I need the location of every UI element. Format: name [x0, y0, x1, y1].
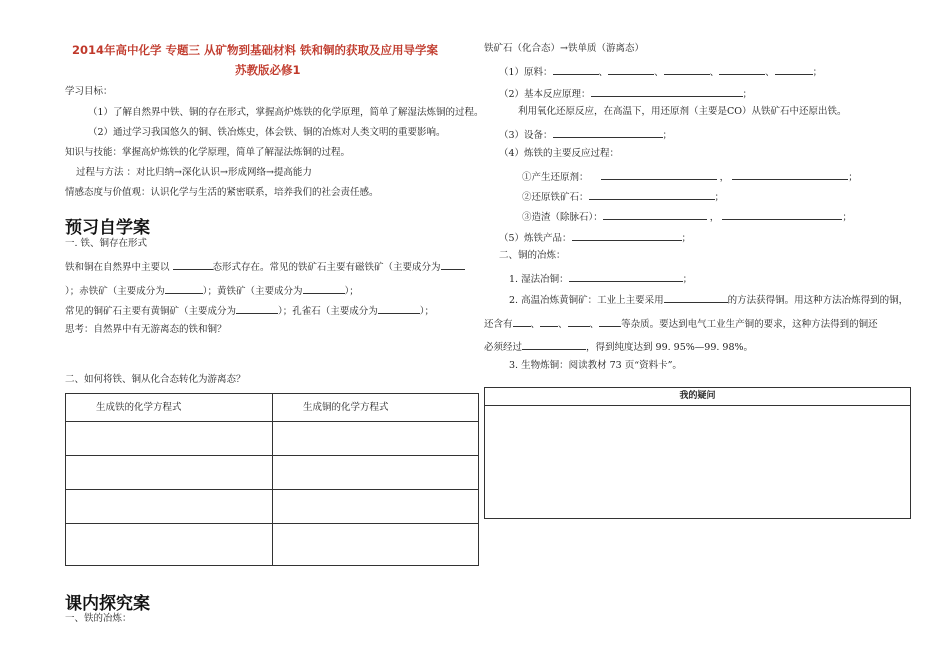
process-goal: 过程与方法 ：对比归纳→深化认识→形成网络→提高能力 — [76, 167, 312, 178]
question-box[interactable] — [484, 387, 911, 519]
blank-raw-5[interactable] — [775, 64, 813, 75]
objective-2: （2）通过学习我国悠久的铜、铁冶炼史，体会铁、铜的冶炼对人类文明的重要影响。 — [88, 127, 446, 138]
copper-heading: 二、铜的冶炼： — [499, 250, 566, 261]
iron-products: （5）炼铁产品： ； — [499, 230, 691, 245]
section-conversion: 二、如何将铁、铜从化合态转化为游离态？ — [65, 374, 246, 385]
iron-conversion-intro: 铁矿石（化合态）→铁单质（游离态） — [484, 43, 644, 54]
table-cell[interactable] — [273, 490, 479, 524]
table-cell[interactable] — [66, 524, 273, 566]
section-existence: 一. 铁、铜存在形式 — [65, 238, 148, 249]
blank-magnetite[interactable] — [441, 259, 465, 270]
blank-impurity-2[interactable] — [540, 316, 558, 327]
principle-description: 利用氧化还原反应，在高温下，用还原剂（主要是CO）从铁矿石中还原出铁。 — [518, 106, 847, 117]
blank-refining[interactable] — [522, 339, 586, 350]
table-cell[interactable] — [273, 456, 479, 490]
step-reductant: ①产生还原剂： ， ； — [522, 169, 858, 184]
section-iron-smelting: 一、铁的冶炼： — [65, 613, 132, 624]
emotion-goal: 情感态度与价值观：认识化学与生活的紧密联系，培养我们的社会责任感。 — [65, 187, 379, 198]
preview-heading: 预习自学案 — [65, 218, 150, 238]
blank-impurity-1[interactable] — [513, 316, 531, 327]
blank-step1-a[interactable] — [601, 169, 717, 180]
wet-copper: 1. 湿法冶铜： ； — [509, 271, 692, 286]
think-question: 思考：自然界中有无游离态的铁和铜？ — [65, 324, 227, 335]
blank-state[interactable] — [173, 259, 213, 270]
paragraph-existence-2: ）；赤铁矿（主要成分为 ）；黄铁矿（主要成分为 ）； — [65, 283, 359, 298]
table-header-iron: 生成铁的化学方程式 — [66, 394, 273, 422]
paragraph-existence-1: 铁和铜在自然界中主要以 态形式存在。常见的铁矿石主要有磁铁矿（主要成分为 — [65, 259, 465, 274]
blank-impurity-4[interactable] — [599, 316, 621, 327]
high-temp-smelting: 2. 高温冶炼黄铜矿：工业上主要采用 的方法获得铜。用这种方法冶炼得到的铜， — [509, 292, 908, 307]
blank-malachite[interactable] — [378, 303, 420, 314]
step-reduce-ore: ②还原铁矿石： ； — [522, 189, 724, 204]
blank-method[interactable] — [664, 292, 728, 303]
blank-raw-3[interactable] — [664, 64, 710, 75]
blank-raw-4[interactable] — [719, 64, 765, 75]
equipment: （3）设备： ； — [499, 127, 672, 142]
blank-chalcopyrite[interactable] — [236, 303, 278, 314]
inclass-heading: 课内探究案 — [65, 594, 150, 614]
refining: 必须经过 ，得到纯度达到 99. 95%—99. 98%。 — [484, 339, 753, 354]
objective-1: （1）了解自然界中铁、铜的存在形式，掌握高炉炼铁的化学原理，简单了解湿法炼铜的过程。 — [88, 107, 484, 118]
blank-equipment[interactable] — [553, 127, 663, 138]
title-line-2: 苏教版必修1 — [235, 63, 301, 77]
objectives-heading: 学习目标： — [65, 86, 113, 97]
knowledge-goal: 知识与技能：掌握高炉炼铁的化学原理，简单了解湿法炼铜的过程。 — [65, 147, 351, 158]
main-reaction-process: （4）炼铁的主要反应过程： — [499, 148, 620, 159]
title-line-1: 2014年高中化学 专题三 从矿物到基础材料 铁和铜的获取及应用导学案 — [72, 43, 439, 57]
impurities: 还含有 、 、 、 等杂质。要达到电气工业生产铜的要求，这种方法得到的铜还 — [484, 316, 878, 331]
reaction-principle: （2）基本反应原理： ； — [499, 86, 752, 101]
bio-copper: 3. 生物炼铜：阅读教材 73 页“资料卡”。 — [509, 360, 682, 371]
table-cell[interactable] — [66, 422, 273, 456]
table-cell[interactable] — [273, 524, 479, 566]
blank-impurity-3[interactable] — [568, 316, 590, 327]
table-cell[interactable] — [66, 456, 273, 490]
blank-hematite[interactable] — [165, 283, 203, 294]
paragraph-existence-3: 常见的铜矿石主要有黄铜矿（主要成分为 ）；孔雀石（主要成分为 ）； — [65, 303, 434, 318]
blank-wet-copper[interactable] — [569, 271, 683, 282]
equation-table — [65, 393, 479, 566]
blank-step3-b[interactable] — [722, 209, 842, 220]
blank-principle[interactable] — [591, 86, 743, 97]
blank-pyrite[interactable] — [303, 283, 345, 294]
blank-step1-b[interactable] — [732, 169, 848, 180]
question-box-title: 我的疑问 — [485, 388, 910, 406]
blank-product[interactable] — [572, 230, 682, 241]
step-slag: ③造渣（除脉石）： ， ； — [522, 209, 852, 224]
blank-raw-2[interactable] — [608, 64, 654, 75]
blank-raw-1[interactable] — [553, 64, 599, 75]
raw-materials: （1）原料： 、 、 、 、 ； — [499, 64, 822, 79]
table-cell[interactable] — [273, 422, 479, 456]
blank-step3-a[interactable] — [603, 209, 707, 220]
blank-step2[interactable] — [589, 189, 715, 200]
table-header-copper: 生成铜的化学方程式 — [273, 394, 479, 422]
table-cell[interactable] — [66, 490, 273, 524]
